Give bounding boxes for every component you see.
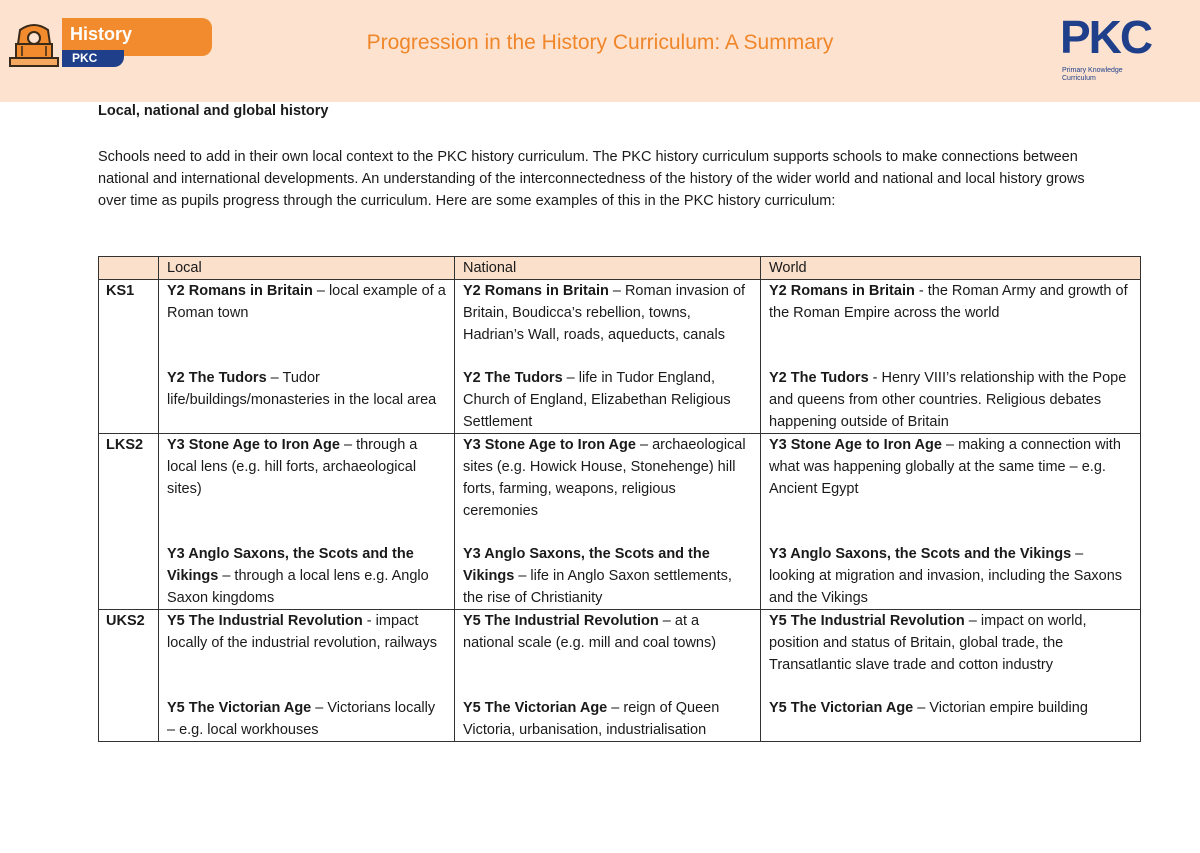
topic-entry: Y2 Romans in Britain – Roman invasion of Britain, Boudicca’s rebellion, towns, Hadrian’s Wall, roads, aqueducts, canals [463,283,746,343]
badge-subtitle: PKC [72,51,98,65]
topic-entry: Y2 The Tudors – life in Tudor England, Church of England, Elizabethan Religious Settlement [463,370,731,430]
header-world: World [761,257,1141,280]
table-row [99,434,1141,610]
topic-entry: Y2 The Tudors - Henry VIII’s relationship with the Pope and queens from other countries. Religious debates happening outside of Britain [769,370,1127,430]
topic-entry: Y3 Stone Age to Iron Age – through a local lens (e.g. hill forts, archaeological sites) [167,437,418,497]
table-row [99,280,1141,434]
topic-entry: Y5 The Industrial Revolution – at a national scale (e.g. mill and coal towns) [463,613,717,651]
stage-label: KS1 [99,280,159,434]
topic-entry: Y3 Anglo Saxons, the Scots and the Vikings – through a local lens e.g. Anglo Saxon kingdoms [167,546,429,606]
pkc-logo: PKC [1060,11,1152,63]
section-heading: Local, national and global history [98,103,329,119]
topic-entry: Y5 The Victorian Age – Victorians locally – e.g. local workhouses [167,700,436,738]
table-header-row [99,257,1141,280]
topic-entry: Y3 Anglo Saxons, the Scots and the Vikings – looking at migration and invasion, including the Saxons and the Vikings [769,546,1123,606]
world-cell [761,434,1141,610]
history-badge [6,18,210,68]
topic-entry: Y5 The Industrial Revolution – impact on world, position and status of Britain, global trade, the Transatlantic slave trade and cotton industry [769,613,1087,673]
topic-entry: Y2 Romans in Britain - the Roman Army and growth of the Roman Empire across the world [769,283,1128,321]
pkc-logo-subtitle: Primary Knowledge Curriculum [1062,67,1123,82]
world-cell [761,280,1141,434]
topic-entry: Y3 Stone Age to Iron Age – archaeological sites (e.g. Howick House, Stonehenge) hill forts, farming, weapons, religious ceremonies [463,437,746,519]
header-stage [99,257,159,280]
topic-entry: Y3 Stone Age to Iron Age – making a connection with what was happening globally at the same time – e.g. Ancient Egypt [769,437,1121,497]
local-cell [159,434,455,610]
badge-title: History [70,24,133,44]
sphinx-icon [6,22,62,68]
intro-paragraph: Schools need to add in their own local context to the PKC history curriculum. The PKC history curriculum supports schools to make connections between national and international developments. An understanding of the interconnectedness of the history of the wider world and national and local history grows over time as pupils progress through the curriculum. Here are some examples of this in the PKC history curriculum: [98,149,1085,209]
topic-entry: Y5 The Victorian Age – reign of Queen Victoria, urbanisation, industrialisation [463,700,720,738]
national-cell [455,280,761,434]
header-local: Local [159,257,455,280]
stage-label: UKS2 [99,610,159,742]
page-header [0,0,1200,102]
table-row [99,610,1141,742]
national-cell [455,434,761,610]
national-cell [455,610,761,742]
topic-entry: Y3 Anglo Saxons, the Scots and the Vikings – life in Anglo Saxon settlements, the rise of Christianity [463,546,732,606]
topic-entry: Y5 The Victorian Age – Victorian empire building [769,700,1088,716]
header-national: National [455,257,761,280]
topic-entry: Y2 Romans in Britain – local example of a Roman town [167,283,446,321]
topic-entry: Y5 The Industrial Revolution - impact locally of the industrial revolution, railways [167,613,437,651]
local-cell [159,610,455,742]
local-cell [159,280,455,434]
stage-label: LKS2 [99,434,159,610]
world-cell [761,610,1141,742]
history-summary-table [98,256,1141,742]
page-title: Progression in the History Curriculum: A Summary [366,31,834,54]
topic-entry: Y2 The Tudors – Tudor life/buildings/monasteries in the local area [167,370,437,408]
